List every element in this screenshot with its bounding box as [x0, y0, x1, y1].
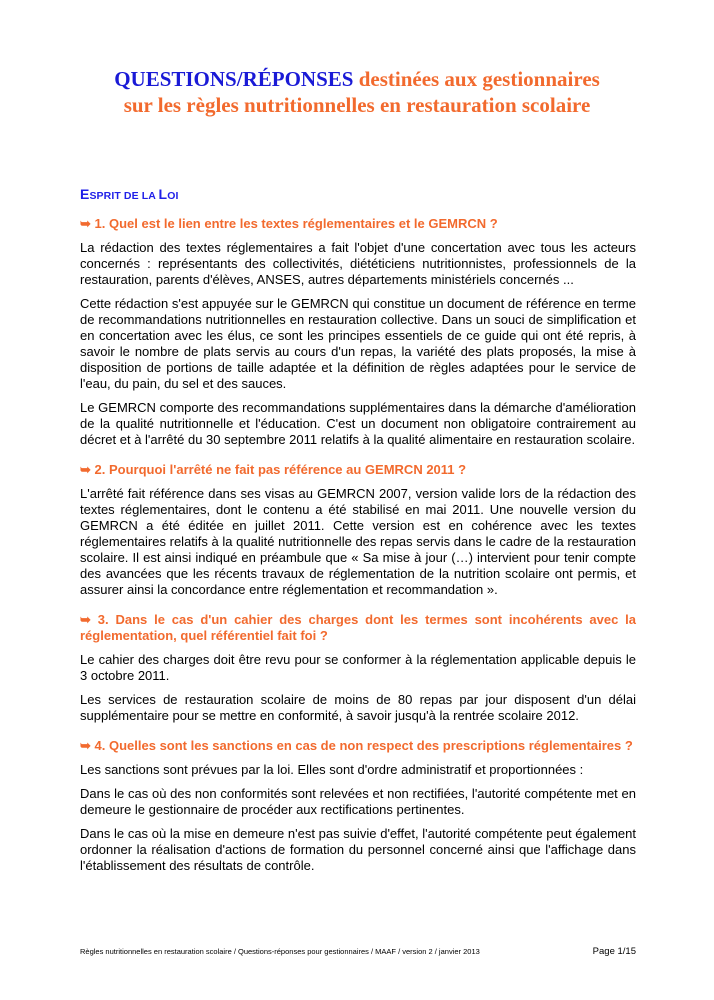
title-part1: QUESTIONS/RÉPONSES	[114, 67, 354, 91]
arrow-icon: ➥	[80, 612, 91, 627]
section-heading-cap: E	[80, 186, 90, 202]
page-footer	[80, 946, 636, 957]
paragraph: L'arrêté fait référence dans ses visas au GEMRCN 2007, version valide lors de la rédaction des textes réglementaires, dont le contenu a été stabilisé en mai 2011. Une nouvelle version du GEMRCN a été éditée en juillet 2011. Cette version est en cohérence avec les textes réglementaires relatifs à la qualité nutritionnelle des repas servis dans le cadre de la restauration scolaire. Il est ainsi indiqué en préambule que « Sa mise à jour (…) intervient pour tenir compte des avancées que les récents travaux de réglementation de la nutrition scolaire ont permis, et assurer ainsi la concordance entre réglementation et recommandation ».	[80, 486, 636, 597]
section-heading	[80, 186, 636, 202]
page-number: Page 1/15	[592, 946, 636, 957]
paragraph: La rédaction des textes réglementaires a fait l'objet d'une concertation avec tous les acteurs concernés : représentants des collectivités, diététiciens nutritionnistes, professionnels de la restauration, parents d'élèves, ANSES, autres départements ministériels concernés ...	[80, 240, 636, 287]
question-block-4	[80, 738, 636, 874]
title-line2: sur les règles nutritionnelles en restauration scolaire	[123, 93, 591, 117]
paragraph: Le GEMRCN comporte des recommandations supplémentaires dans la démarche d'amélioration de la qualité nutritionnelle et l'éducation. C'est un document non obligatoire contrairement au décret et à l'arrêté du 30 septembre 2011 relatifs à la qualité alimentaire en restauration scolaire.	[80, 400, 636, 447]
paragraph: Le cahier des charges doit être revu pour se conformer à la réglementation applicable depuis le 3 octobre 2011.	[80, 652, 636, 683]
paragraph: Cette rédaction s'est appuyée sur le GEMRCN qui constitue un document de référence en terme de recommandations nutritionnelles en restauration collective. Dans un souci de simplification et en concertation avec les élus, ce sont les principes essentiels de ce guide qui ont été repris, à savoir le nombre de plats servis au cours d'un repas, la variété des plats proposés, la mise à disposition de portions de taille adaptée et la définition de règles adaptées pour le service de l'eau, du pain, du sel et des sauces.	[80, 296, 636, 391]
arrow-icon: ➥	[80, 216, 91, 231]
question-heading	[80, 462, 636, 478]
paragraph: Dans le cas où des non conformités sont relevées et non rectifiées, l'autorité compétente met en demeure le gestionnaire de procéder aux rectifications pertinentes.	[80, 786, 636, 817]
section-heading-rest: OI	[167, 190, 179, 202]
question-block-2	[80, 462, 636, 598]
question-text: 3. Dans le cas d'un cahier des charges dont les termes sont incohérents avec la réglementation, quel référentiel fait foi ?	[80, 612, 636, 643]
paragraph: Dans le cas où la mise en demeure n'est pas suivie d'effet, l'autorité compétente peut également ordonner la réalisation d'actions de formation du personnel concerné ainsi que l'affichage dans l'établissement des résultats de contrôle.	[80, 826, 636, 873]
question-text: 2. Pourquoi l'arrêté ne fait pas référence au GEMRCN 2011 ?	[94, 462, 467, 477]
title-part2: destinées aux gestionnaires	[353, 67, 600, 91]
question-text: 4. Quelles sont les sanctions en cas de non respect des prescriptions réglementaires ?	[94, 738, 633, 753]
page-content	[80, 186, 636, 882]
section-heading-cap: L	[158, 186, 168, 202]
question-block-3	[80, 612, 636, 724]
paragraph: Les sanctions sont prévues par la loi. Elles sont d'ordre administratif et proportionnées :	[80, 762, 584, 777]
question-block-1	[80, 216, 636, 448]
question-heading	[80, 612, 636, 644]
question-text: 1. Quel est le lien entre les textes réglementaires et le GEMRCN ?	[94, 216, 498, 231]
section-heading-rest: SPRIT DE LA	[89, 190, 159, 202]
page-title	[40, 66, 674, 118]
arrow-icon: ➥	[80, 462, 91, 477]
question-heading	[80, 738, 636, 754]
paragraph: Les services de restauration scolaire de moins de 80 repas par jour disposent d'un délai supplémentaire pour se mettre en conformité, à savoir jusqu'à la rentrée scolaire 2012.	[80, 692, 636, 723]
footer-text: Règles nutritionnelles en restauration scolaire / Questions-réponses pour gestionnaires / MAAF / version 2 / janvier 2013	[80, 947, 480, 956]
arrow-icon: ➥	[80, 738, 91, 753]
question-heading	[80, 216, 636, 232]
